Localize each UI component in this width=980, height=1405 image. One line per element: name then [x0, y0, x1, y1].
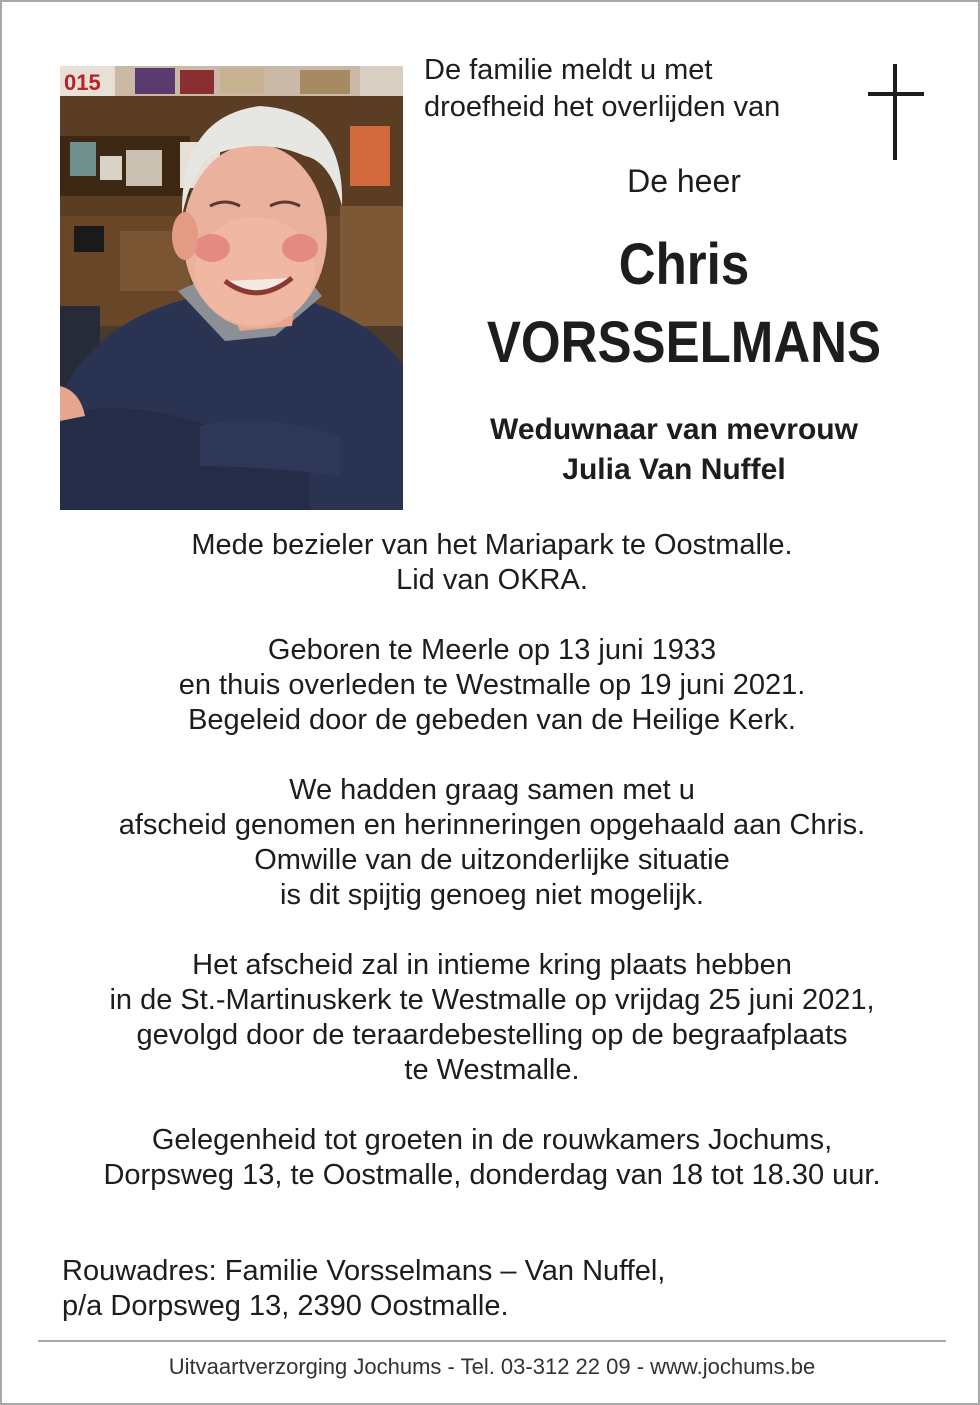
announcement-body [2, 528, 980, 1228]
widow-line-2: Julia Van Nuffel [562, 453, 786, 486]
text-line: en thuis overleden te Westmalle op 19 juni 2021. [178, 669, 806, 701]
widow-line-1: Weduwnaar van mevrouw [490, 413, 858, 446]
text-line: te Westmalle. [404, 1054, 580, 1086]
text-line: Geboren te Meerle op 13 juni 1933 [267, 634, 717, 666]
paragraph-visitation [2, 1123, 980, 1193]
cross-icon [868, 64, 924, 160]
first-name: Chris [618, 232, 750, 297]
text-line: afscheid genomen en herinneringen opgehaald aan Chris. [118, 809, 866, 841]
paragraph-affiliations [2, 528, 980, 598]
address-line-2: p/a Dorpsweg 13, 2390 Oostmalle. [62, 1290, 509, 1322]
widow-note [424, 410, 924, 490]
text-line: Gelegenheid tot groeten in de rouwkamers Jochums, [151, 1124, 833, 1156]
address-line-1: Rouwadres: Familie Vorsselmans – Van Nuffel, [62, 1255, 666, 1287]
intro-line-2: droefheid het overlijden van [424, 91, 781, 123]
text-line: gevolgd door de teraardebestelling op de begraafplaats [136, 1019, 848, 1051]
announcement-intro [424, 52, 780, 126]
last-name: VORSSELMANS [486, 310, 882, 375]
intro-line-1: De familie meldt u met [424, 54, 713, 86]
text-line: We hadden graag samen met u [289, 774, 695, 806]
deceased-name [455, 226, 913, 382]
salutation: De heer [627, 163, 741, 199]
text-line: Dorpsweg 13, te Oostmalle, donderdag van 18 tot 18.30 uur. [103, 1159, 881, 1191]
paragraph-situation [2, 773, 980, 913]
calendar-text: 015 [64, 70, 101, 95]
text-line: in de St.-Martinuskerk te Westmalle op vrijdag 25 juni 2021, [109, 984, 875, 1016]
mourning-address [62, 1254, 665, 1324]
text-line: Omwille van de uitzonderlijke situatie [254, 844, 730, 876]
portrait-photo [60, 66, 403, 510]
text-line: Lid van OKRA. [396, 564, 588, 596]
text-line: is dit spijtig genoeg niet mogelijk. [280, 879, 704, 911]
text-line: Begeleid door de gebeden van de Heilige Kerk. [188, 704, 796, 736]
paragraph-life-dates [2, 633, 980, 738]
text-line: Het afscheid zal in intieme kring plaats hebben [192, 949, 792, 981]
paragraph-ceremony [2, 948, 980, 1088]
text-line: Mede bezieler van het Mariapark te Oostmalle. [191, 529, 793, 561]
footer-divider [38, 1340, 946, 1342]
funeral-home-footer: Uitvaartverzorging Jochums - Tel. 03-312 22 09 - www.jochums.be [168, 1354, 816, 1379]
